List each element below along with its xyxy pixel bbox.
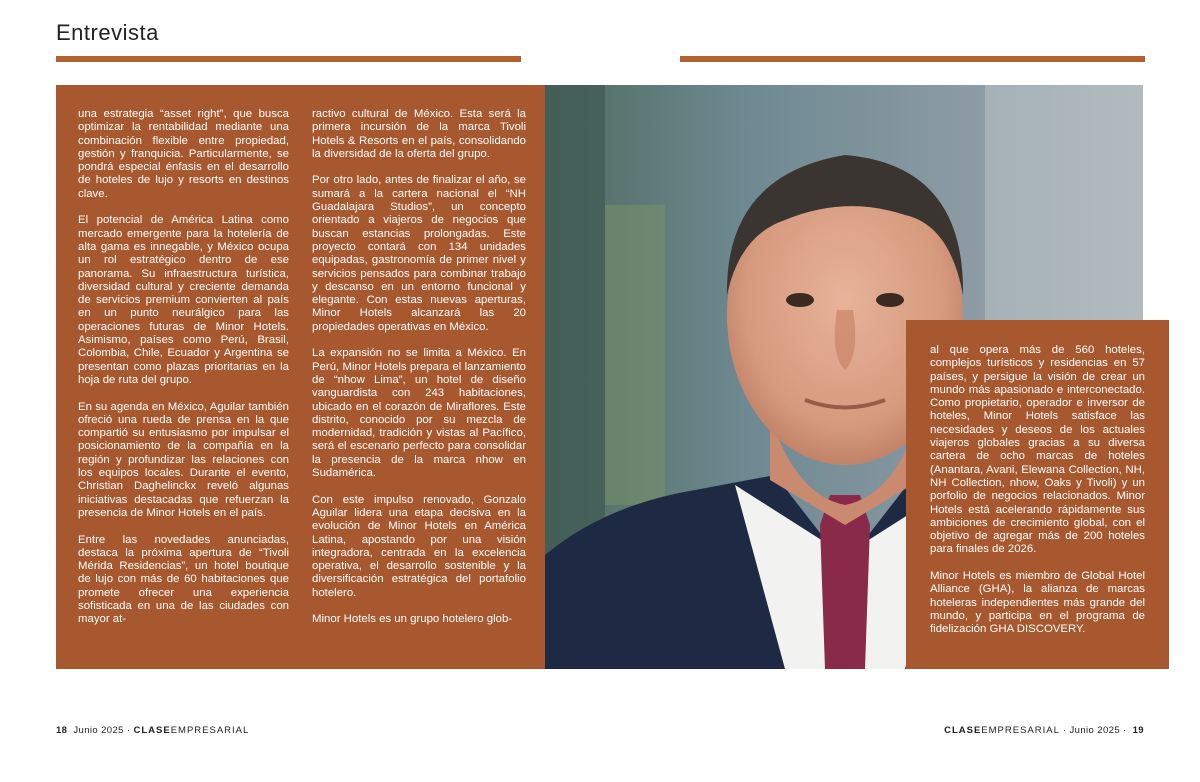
magazine-brand-suffix: EMPRESARIAL [170, 725, 250, 736]
issue-date: Junio 2025 · [73, 725, 131, 736]
page-number: 18 [56, 725, 68, 736]
magazine-brand-suffix: EMPRESARIAL [981, 725, 1060, 736]
paragraph: una estrategia “asset right”, que busca optimizar la rentabilidad mediante una combinación flexible entre propiedad, gestión y franquicia. Particularmente, se pondrá especial énfasis en el desarrollo de hoteles de lujo y resorts en destinos clave. [78, 108, 289, 200]
paragraph: ractivo cultural de México. Esta será la primera incursión de la marca Tivoli Hotels & Resorts en el país, consolidando la diversidad de la oferta del grupo. [312, 108, 526, 160]
paragraph: En su agenda en México, Aguilar también ofreció una rueda de prensa en la que compartió su entusiasmo por impulsar el posicionamiento de la compañía en la región y profundizar las relaciones con los equipos locales. Durante el evento, Christian Daghelinckx reveló algunas iniciativas destacadas que refuerzan la presencia de Minor Hotels en el país. [78, 400, 289, 519]
section-title: Entrevista [56, 20, 159, 45]
paragraph: La expansión no se limita a México. En Perú, Minor Hotels prepara el lanzamiento de “nhow Lima”, un hotel de diseño vanguardista con 243 habitaciones, ubicado en el corazón de Miraflores. Este distrito, conocido por su mezcla de modernidad, tradición y vistas al Pacífico, será el escenario perfecto para consolidar la presencia de la marca nhow en Sudamérica. [312, 347, 526, 480]
magazine-brand: CLASE [944, 725, 982, 736]
paragraph: Con este impulso renovado, Gonzalo Aguilar lidera una etapa decisiva en la evolución de Minor Hotels en América Latina, apostando por una visión integradora, centrada en la excelencia operativa, el desarrollo sostenible y la diversificación estratégica del portafolio hotelero. [312, 493, 526, 599]
page-number: 19 [1132, 725, 1144, 736]
paragraph: Minor Hotels es un grupo hotelero glob- [312, 613, 513, 626]
header-rule-right [680, 56, 1145, 62]
paragraph: al que opera más de 560 hoteles, complejos turísticos y residencias en 57 países, y persigue la visión de crear un mundo más apasionado e interconectado. Como propietario, operador e inversor de hoteles, Minor Hotels satisface las necesidades y deseos de los actuales viajeros globales gracias a su diversa cartera de ocho marcas de hoteles (Anantara, Avani, Elewana Collection, NH, NH Collection, nhow, Oaks y Tivoli) y un porfolio de negocios relacionados. Minor Hotels está acelerando rápidamente sus ambiciones de crecimiento global, con el objetivo de agregar más de 200 hoteles para finales de 2026. [930, 344, 1145, 556]
article-column-2 [312, 108, 526, 640]
paragraph: Por otro lado, antes de finalizar el año, se sumará a la cartera nacional el “NH Guadalajara Studios”, un concepto orientado a viajeros de negocios que buscan estancias prolongadas. Este proyecto contará con 134 unidades equipadas, gastronomía de primer nivel y servicios pensados para combinar trabajo y descanso en un entorno funcional y elegante. Con estas nuevas aperturas, Minor Hotels alcanzará las 20 propiedades operativas en México. [312, 174, 526, 333]
paragraph: El potencial de América Latina como mercado emergente para la hotelería de alta gama es innegable, y México ocupa un rol estratégico dentro de ese panorama. Su infraestructura turística, diversidad cultural y creciente demanda de servicios premium convierten al país en un punto neurálgico para las operaciones futuras de Minor Hotels. Asimismo, países como Perú, Brasil, Colombia, Chile, Ecuador y Argentina se presentan como plazas prioritarias en la hoja de ruta del grupo. [78, 214, 289, 386]
article-column-3 [930, 344, 1145, 650]
article-column-1 [78, 108, 289, 640]
footer-left [56, 725, 249, 736]
header-rule-left [56, 56, 521, 62]
issue-date: · Junio 2025 · [1062, 725, 1127, 736]
footer-right [944, 725, 1144, 736]
paragraph: Entre las novedades anunciadas, destaca la próxima apertura de “Tivoli Mérida Residencias”, un hotel boutique de lujo con más de 60 habitaciones que promete ofrecer una experiencia sofisticada en una de las ciudades con mayor at- [78, 533, 289, 626]
magazine-brand: CLASE [133, 725, 171, 736]
paragraph: Minor Hotels es miembro de Global Hotel Alliance (GHA), la alianza de marcas hoteleras independientes más grande del mundo, y participa en el programa de fidelización GHA DISCOVERY. [930, 570, 1145, 636]
